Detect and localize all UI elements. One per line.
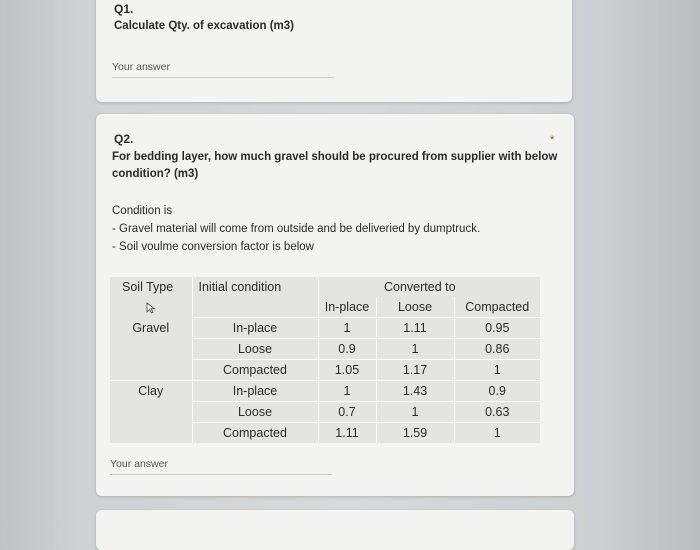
- header-initial-condition: Initial condition: [192, 277, 318, 297]
- table-row: [110, 318, 540, 339]
- table-row: [110, 360, 540, 381]
- in-place-cell: 1.11: [318, 423, 376, 444]
- loose-cell: 1: [376, 339, 454, 360]
- loose-cell: 1.17: [376, 360, 454, 381]
- in-place-cell: 1: [318, 381, 376, 402]
- in-place-cell: 1.05: [318, 360, 376, 381]
- q2-question-text: [112, 149, 562, 183]
- loose-cell: 1.11: [376, 318, 454, 339]
- compacted-cell: 0.86: [454, 339, 540, 360]
- question-card-q2: [96, 114, 574, 496]
- q2-question-line2: condition? (m3): [112, 168, 199, 180]
- initial-condition-cell: Compacted: [192, 423, 318, 444]
- in-place-cell: 0.9: [318, 339, 376, 360]
- q2-number: Q2.: [114, 132, 134, 146]
- table-row: [110, 423, 540, 444]
- compacted-cell: 0.9: [454, 381, 540, 402]
- soil-type-cell: [110, 402, 192, 423]
- table-row: [110, 402, 540, 423]
- header-converted-to: Converted to: [384, 280, 456, 294]
- subheader-loose: Loose: [376, 297, 454, 318]
- compacted-cell: 1: [454, 423, 540, 444]
- question-card-q1: [96, 0, 572, 102]
- initial-condition-cell: In-place: [192, 381, 318, 402]
- soil-type-cell: [110, 423, 192, 444]
- condition-line-1: - Gravel material will come from outside and be deliveried by dumptruck.: [112, 223, 481, 235]
- required-asterisk: *: [550, 134, 555, 146]
- initial-condition-cell: Compacted: [192, 360, 318, 381]
- table-subheader-row: [110, 297, 540, 318]
- next-question-card: [96, 510, 574, 550]
- loose-cell: 1.43: [376, 381, 454, 402]
- q2-question-line1: For bedding layer, how much gravel should be procured from supplier with below: [112, 151, 558, 163]
- table-row: [110, 339, 540, 360]
- mouse-cursor-icon: [146, 302, 156, 314]
- compacted-cell: 0.95: [454, 318, 540, 339]
- table-row: [110, 381, 540, 402]
- in-place-cell: 0.7: [318, 402, 376, 423]
- initial-condition-cell: In-place: [192, 318, 318, 339]
- compacted-cell: 0.63: [454, 402, 540, 423]
- compacted-cell: 1: [454, 360, 540, 381]
- in-place-cell: 1: [318, 318, 376, 339]
- initial-condition-cell: Loose: [192, 402, 318, 423]
- initial-condition-cell: Loose: [192, 339, 318, 360]
- q2-condition: [112, 202, 480, 256]
- soil-type-cell: [110, 360, 192, 381]
- q1-number: Q1.: [114, 2, 134, 16]
- q1-answer-input[interactable]: Your answer: [112, 61, 334, 78]
- subheader-compacted: Compacted: [454, 297, 540, 318]
- condition-title: Condition is: [112, 205, 173, 217]
- loose-cell: 1: [376, 402, 454, 423]
- header-soil-type: Soil Type: [122, 280, 174, 294]
- table-header-row: [110, 277, 540, 297]
- q1-question-text: Calculate Qty. of excavation (m3): [114, 20, 295, 32]
- soil-type-cell: Gravel: [132, 321, 170, 335]
- soil-type-cell: [110, 339, 192, 360]
- soil-type-cell: Clay: [110, 381, 192, 402]
- subheader-in-place: In-place: [318, 297, 376, 318]
- loose-cell: 1.59: [376, 423, 454, 444]
- condition-line-2: - Soil voulme conversion factor is below: [112, 241, 314, 253]
- conversion-factor-table: [110, 277, 540, 443]
- q2-answer-input[interactable]: Your answer: [110, 458, 332, 475]
